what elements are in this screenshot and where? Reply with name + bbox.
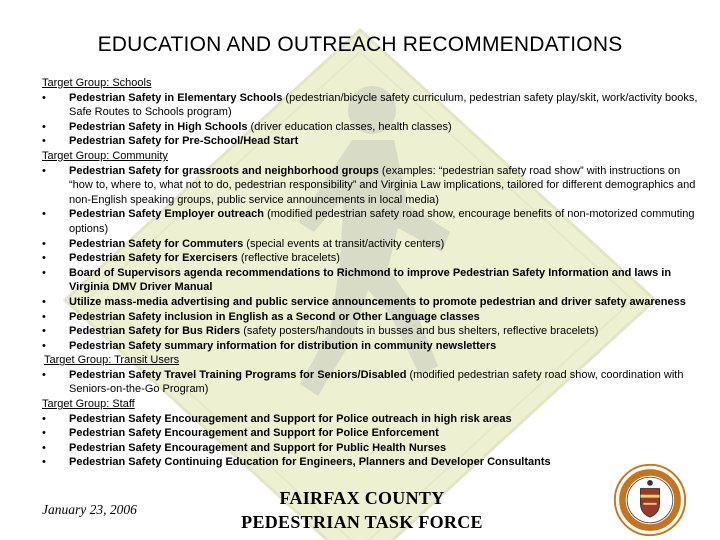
item-detail: (safety posters/handouts in busses and bus shelters, reflective bracelets) (240, 325, 599, 338)
bullet: • (42, 91, 46, 104)
item-detail: (pedestrian/bicycle safety curriculum, pedestrian safety play/skit, work/activity books, Safe Routes to Schools program) (69, 91, 698, 119)
bullet: • (42, 368, 46, 381)
bullet: • (42, 441, 46, 454)
item-detail: (special events at transit/activity centers) (243, 237, 445, 250)
county-seal-icon (612, 462, 688, 538)
page-title: EDUCATION AND OUTREACH RECOMMENDATIONS (97, 33, 623, 56)
bullet: • (42, 310, 46, 323)
list-item (42, 164, 702, 208)
item-heading: Pedestrian Safety Continuing Education for Engineers, Planners and Developer Consultants (69, 456, 551, 469)
item-heading: Pedestrian Safety Travel Training Programs for Seniors/Disabled (69, 368, 407, 381)
bullet: • (42, 339, 46, 352)
item-detail: (examples: “pedestrian safety road show” with instructions on “how to, where to, what not to do, pedestrian responsibility” and Virginia Law implications, tailored for different demographics and non-English speaking groups, public service announcements in local media) (69, 164, 696, 206)
list-item (42, 295, 702, 310)
item-detail: (modified pedestrian safety road show, coordination with Seniors-on-the-Go Program) (69, 368, 684, 396)
item-heading: Pedestrian Safety for Bus Riders (69, 325, 241, 338)
bullet: • (42, 295, 46, 308)
item-detail: (driver education classes, health classes) (247, 120, 452, 133)
bullet: • (42, 135, 46, 148)
item-heading: Board of Supervisors agenda recommendations to Richmond to improve Pedestrian Safety Information and laws in Virginia DMV Driver Manual (69, 266, 672, 294)
org-name-line: FAIRFAX COUNTY (279, 488, 445, 508)
list-item (42, 134, 702, 149)
org-name-line: PEDESTRIAN TASK FORCE (241, 512, 483, 532)
bullet: • (42, 412, 46, 425)
target-group-label: Target Group: Schools (42, 77, 152, 89)
target-group-label: Target Group: Staff (42, 398, 135, 411)
list-item (42, 237, 702, 252)
item-detail: (modified pedestrian safety road show, encourage benefits of non-motorized commuting options) (69, 208, 695, 235)
item-heading: Pedestrian Safety Encouragement and Support for Public Health Nurses (69, 441, 447, 454)
item-heading: Pedestrian Safety summary information for distribution in community newsletters (69, 339, 497, 352)
footer-date: January 23, 2006 (42, 502, 137, 517)
list-item (42, 412, 702, 427)
bullet: • (42, 164, 46, 177)
list-item (42, 339, 702, 354)
item-heading: Pedestrian Safety for Exercisers (69, 252, 238, 265)
item-heading: Pedestrian Safety in High Schools (69, 120, 248, 133)
list-item (42, 120, 702, 135)
item-heading: Pedestrian Safety Encouragement and Support for Police Enforcement (69, 427, 439, 440)
item-heading: Pedestrian Safety for Pre-School/Head Start (69, 135, 299, 148)
item-heading: Pedestrian Safety for Commuters (69, 237, 244, 250)
bullet: • (42, 208, 46, 221)
item-heading: Pedestrian Safety in Elementary Schools (69, 91, 283, 104)
target-group-label: Target Group: Community (42, 149, 168, 162)
bullet: • (42, 120, 46, 133)
list-item (42, 207, 702, 236)
list-item (42, 426, 702, 441)
list-item (42, 251, 702, 266)
item-heading: Utilize mass-media advertising and public service announcements to promote pedestrian and driver safety awareness (69, 295, 686, 308)
footer-organization (228, 486, 496, 534)
bullet: • (42, 252, 46, 265)
item-heading: Pedestrian Safety for grassroots and neighborhood groups (69, 164, 379, 177)
list-item (42, 324, 702, 339)
bullet: • (42, 325, 46, 338)
bullet: • (42, 237, 46, 250)
list-item (42, 91, 702, 120)
target-group-label: Target Group: Transit Users (44, 354, 180, 367)
list-item (42, 266, 702, 295)
list-item (42, 441, 702, 456)
bullet: • (42, 427, 46, 440)
recommendations-list (42, 76, 702, 470)
list-item (42, 310, 702, 325)
bullet: • (42, 266, 46, 279)
item-heading: Pedestrian Safety Employer outreach (69, 208, 265, 221)
list-item (42, 368, 702, 397)
item-heading: Pedestrian Safety inclusion in English as a Second or Other Language classes (69, 310, 480, 323)
list-item (42, 455, 702, 470)
item-detail: (reflective bracelets) (237, 252, 340, 265)
bullet: • (42, 456, 46, 469)
item-heading: Pedestrian Safety Encouragement and Support for Police outreach in high risk areas (69, 412, 512, 425)
